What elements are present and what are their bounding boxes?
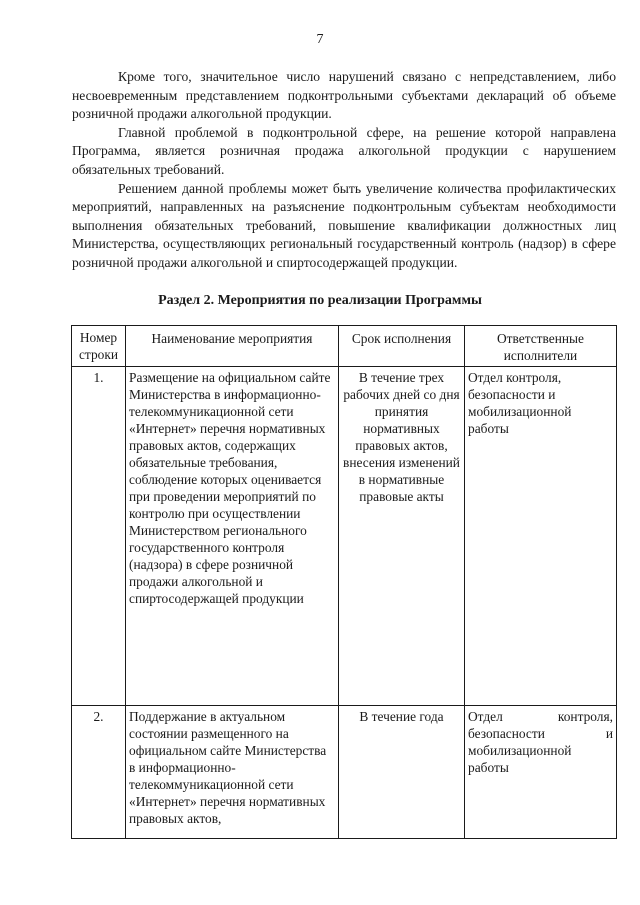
table-row: [72, 367, 617, 706]
paragraph: Решением данной проблемы может быть увеличение количества профилактических мероприятий, направленных на разъяснение подконтрольным субъектам необходимости выполнения обязательных требований, повышение квалификации должностных лиц Министерства, осуществляющих региональный государственный контроль (надзор) в сфере розничной продажи алкогольной и спиртосодержащей продукции.: [72, 180, 616, 270]
measure-deadline: В течение года: [339, 706, 465, 839]
measure-name: Поддержание в актуальном состоянии размещенного на официальном сайте Министерства в информационно-телекоммуникационной сети «Интернет» перечня нормативных правовых актов,: [126, 706, 339, 839]
measure-responsible: Отдел контроля, безопасности и мобилизационной работы: [465, 367, 617, 706]
measure-responsible: Отдел контроля, безопасности и мобилизационной работы: [465, 706, 617, 839]
page-number: 7: [316, 32, 324, 47]
paragraph: Кроме того, значительное число нарушений связано с непредставлением, либо несвоевременным представлением подконтрольными субъектами деклараций об объеме розничной продажи алкогольной продукции.: [72, 69, 616, 122]
measure-deadline: В течение трех рабочих дней со дня принятия нормативных правовых актов, внесения изменений в нормативные правовые акты: [339, 367, 465, 706]
table-row: [72, 706, 617, 839]
section-title: Раздел 2. Мероприятия по реализации Программы: [158, 293, 482, 308]
header-responsible: Ответственные исполнители: [465, 326, 617, 367]
paragraph: Главной проблемой в подконтрольной сфере, на решение которой направлена Программа, является розничная продажа алкогольной продукции с нарушением обязательных требований.: [72, 124, 616, 177]
table-header-row: [72, 326, 617, 367]
measures-table: [71, 325, 617, 839]
measure-name: Размещение на официальном сайте Министерства в информационно-телекоммуникационной сети «Интернет» перечня нормативных правовых актов, содержащих обязательные требования, соблюдение которых оценивается при проведении мероприятий по контролю при осуществлении Министерством регионального государственного контроля (надзора) в сфере розничной продажи алкогольной и спиртосодержащей продукции: [126, 367, 339, 706]
row-number: 2.: [72, 706, 126, 839]
body-text: [72, 68, 616, 273]
row-number: 1.: [72, 367, 126, 706]
header-number: Номер строки: [72, 326, 126, 367]
header-name: Наименование мероприятия: [126, 326, 339, 367]
header-deadline: Срок исполнения: [339, 326, 465, 367]
